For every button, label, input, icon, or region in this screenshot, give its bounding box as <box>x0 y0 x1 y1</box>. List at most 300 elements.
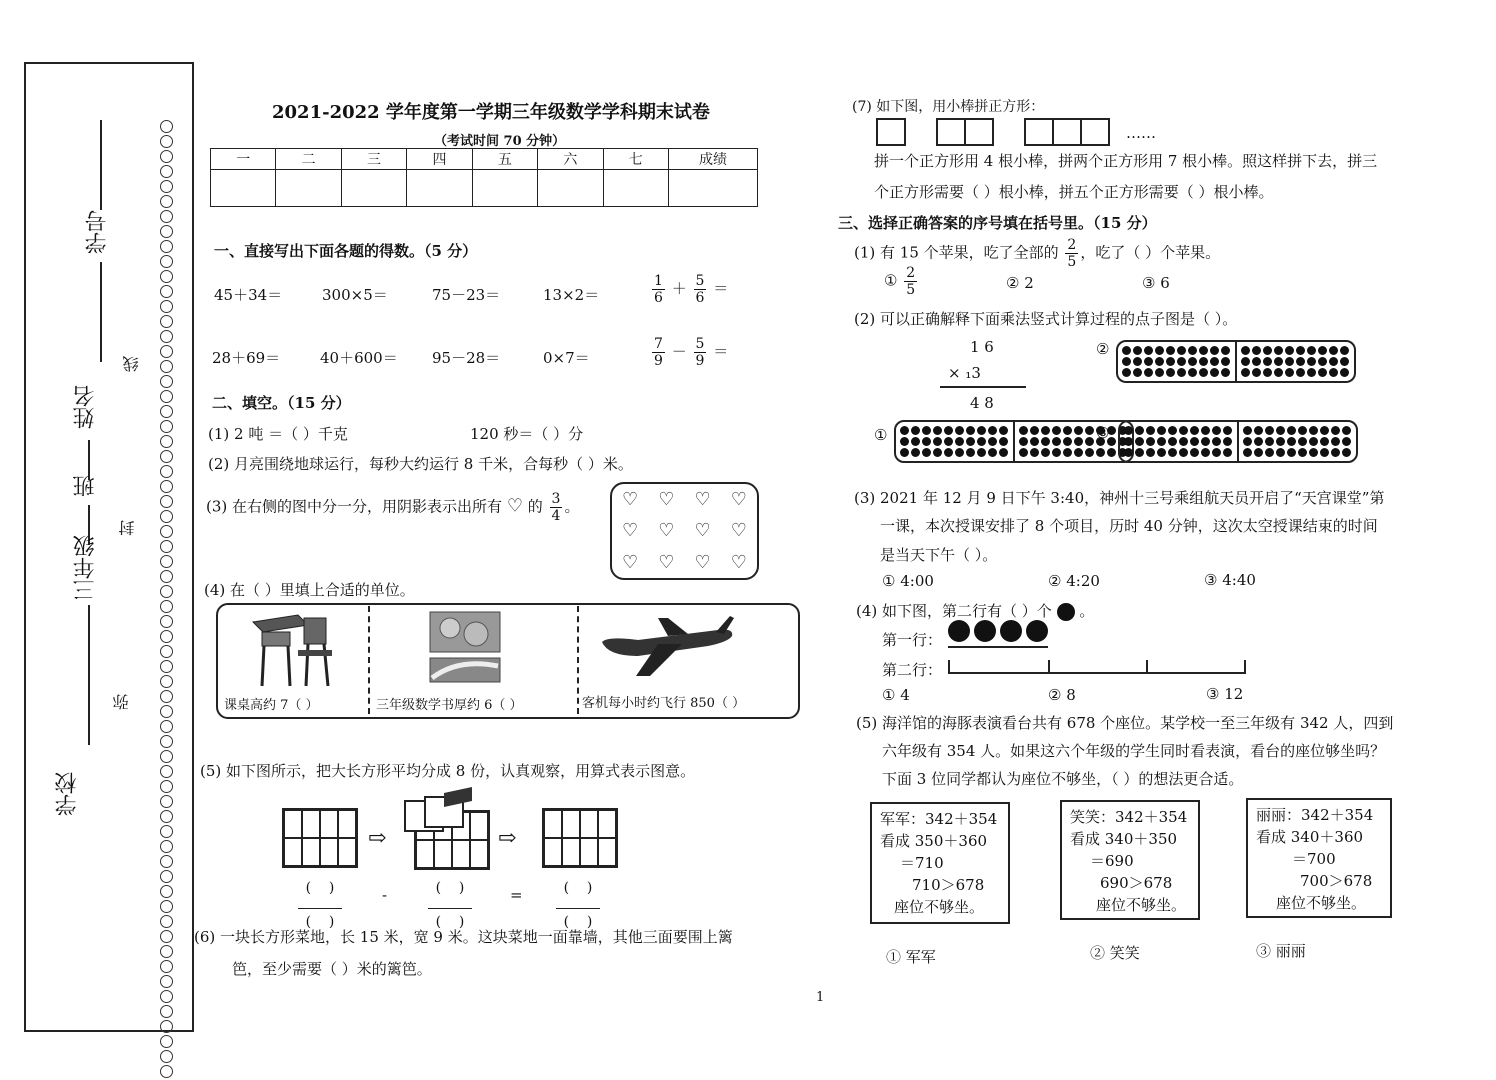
shaded-piece <box>444 787 472 807</box>
bar-tick <box>1146 660 1148 672</box>
frac-num: 2 <box>906 265 916 281</box>
binding-circle <box>160 375 173 388</box>
calc-item: 300×5＝ <box>322 286 388 304</box>
dot <box>1122 368 1131 377</box>
q3-2-option-2-marker[interactable]: ② <box>1096 340 1110 358</box>
dot <box>900 437 909 446</box>
binding-circle <box>160 495 173 508</box>
dot <box>1285 368 1294 377</box>
dot <box>1144 357 1153 366</box>
binding-circle <box>160 1065 173 1078</box>
dot <box>1210 357 1219 366</box>
q3-1-option-1[interactable] <box>884 266 919 297</box>
q2-7-intro: (7) 如下图，用小棒拼正方形： <box>852 99 1045 115</box>
q2-3-end: 。 <box>564 497 580 516</box>
box-line: 690＞678 <box>1100 874 1173 892</box>
dot <box>1190 437 1199 446</box>
heart-icon[interactable]: ♡ <box>694 489 711 511</box>
q3-4-option-3[interactable]: ③ 12 <box>1206 685 1244 703</box>
binding-circle <box>160 360 173 373</box>
q3-5-option-1[interactable]: ① 军军 <box>886 948 936 966</box>
dot <box>1254 437 1263 446</box>
binding-circle <box>160 675 173 688</box>
vertical-calc-line1: 1 6 <box>970 338 994 356</box>
dot <box>911 448 920 457</box>
frac-den: 9 <box>695 353 705 369</box>
dot <box>1179 448 1188 457</box>
binding-circle <box>160 885 173 898</box>
dot <box>1146 426 1155 435</box>
q2-3-text: (3) 在右侧的图中分一分，用阴影表示出所有 <box>206 497 503 516</box>
q3-4: (4) 如下图，第二行有（ ）个 。 <box>856 602 1095 620</box>
frac-num: 5 <box>695 273 705 289</box>
binding-circle <box>160 135 173 148</box>
dot <box>1296 357 1305 366</box>
binding-circle <box>160 615 173 628</box>
dot <box>1146 448 1155 457</box>
ball-icon <box>948 620 970 642</box>
bar-tick <box>1048 660 1050 672</box>
q2-4: (4) 在（ ）里填上合适的单位。 <box>204 581 415 599</box>
dot <box>1074 426 1083 435</box>
dot <box>1331 448 1340 457</box>
dot <box>1157 426 1166 435</box>
dot <box>1063 426 1072 435</box>
ball-icon <box>974 620 996 642</box>
dot <box>1210 368 1219 377</box>
dot <box>988 448 997 457</box>
q3-5b: 六年级有 354 人。如果这六个年级的学生同时看表演，看台的座位够坐吗？ <box>882 742 1386 760</box>
section3-heading: 三、选择正确答案的序号填在括号里。（15 分） <box>838 214 1157 232</box>
minus-sign: - <box>382 886 388 904</box>
box-line: 看成 350＋360 <box>880 832 988 850</box>
q3-2-option-3-marker[interactable]: ③ <box>1096 424 1110 442</box>
dot-group <box>896 422 1013 461</box>
dot <box>1307 357 1316 366</box>
binding-circle <box>160 690 173 703</box>
dot <box>1318 368 1327 377</box>
dot <box>1276 426 1285 435</box>
dot <box>1063 448 1072 457</box>
score-cell[interactable] <box>407 170 472 207</box>
dot <box>1052 426 1061 435</box>
binding-circle <box>160 705 173 718</box>
q3-4-option-2[interactable]: ② 8 <box>1048 686 1076 704</box>
binding-dotted-line <box>160 120 176 1078</box>
dot <box>1340 346 1349 355</box>
stick-square <box>876 118 906 146</box>
name-field[interactable] <box>88 440 90 480</box>
dot <box>1135 448 1144 457</box>
dot <box>1309 437 1318 446</box>
binding-circle <box>160 180 173 193</box>
q3-4-option-1[interactable]: ① 4 <box>882 686 910 704</box>
dot <box>1030 448 1039 457</box>
score-col-total: 成绩 <box>669 149 758 170</box>
student-no-label: 学号 <box>85 210 110 254</box>
dot <box>1019 448 1028 457</box>
binding-circle <box>160 750 173 763</box>
dot <box>1188 357 1197 366</box>
dot <box>1285 346 1294 355</box>
dot <box>1263 357 1272 366</box>
class-label: 班 <box>73 475 98 497</box>
seal-char-line: 线 <box>122 356 141 372</box>
dot <box>1298 437 1307 446</box>
dot <box>933 426 942 435</box>
dot <box>1201 448 1210 457</box>
dot <box>1166 346 1175 355</box>
binding-circle <box>160 300 173 313</box>
dot <box>1155 368 1164 377</box>
q3-2-option-1-marker[interactable]: ① <box>874 426 888 444</box>
frac-den: 4 <box>551 508 561 524</box>
dot <box>1063 437 1072 446</box>
dot <box>933 448 942 457</box>
heart-icon[interactable]: ♡ <box>694 520 711 542</box>
q3-3-option-3[interactable]: ③ 4:40 <box>1204 571 1256 589</box>
score-table <box>210 148 758 207</box>
heart-grid[interactable] <box>610 482 759 580</box>
dot <box>1265 437 1274 446</box>
dot <box>1241 346 1250 355</box>
dot <box>1041 426 1050 435</box>
binding-circle <box>160 525 173 538</box>
heart-icon[interactable]: ♡ <box>658 520 675 542</box>
binding-circle <box>160 150 173 163</box>
heart-icon[interactable]: ♡ <box>622 551 639 573</box>
score-cell[interactable] <box>472 170 537 207</box>
dot <box>1085 448 1094 457</box>
calc-item: 95－28＝ <box>432 349 501 367</box>
name-label: 姓名 <box>73 385 98 429</box>
dot <box>1252 357 1261 366</box>
fraction-calc-2 <box>650 337 728 368</box>
dot <box>1212 448 1221 457</box>
divider <box>577 606 579 714</box>
q2-6b: 笆，至少需要（ ）米的篱笆。 <box>232 960 432 978</box>
airplane-picture <box>598 612 738 682</box>
student-no-field[interactable] <box>100 120 102 210</box>
rectangle-grid-3 <box>542 808 618 868</box>
q3-5c: 下面 3 位同学都认为座位不够坐，（ ）的想法更合适。 <box>882 770 1244 788</box>
q3-1-option-3[interactable]: ③ 6 <box>1142 274 1170 292</box>
heart-icon[interactable]: ♡ <box>658 489 675 511</box>
q3-5-option-3[interactable]: ③ 丽丽 <box>1256 942 1306 960</box>
ellipsis: …… <box>1126 124 1156 142</box>
dot <box>1074 448 1083 457</box>
dot <box>1210 346 1219 355</box>
stick-square <box>1024 118 1054 146</box>
box-line: 丽丽：342＋354 <box>1256 806 1374 824</box>
dot <box>1122 357 1131 366</box>
dot <box>1221 346 1230 355</box>
q3-4-text: (4) 如下图，第二行有（ ）个 <box>856 602 1052 620</box>
dot <box>1133 368 1142 377</box>
ball-icon <box>1026 620 1048 642</box>
binding-circle <box>160 720 173 733</box>
binding-circle <box>160 645 173 658</box>
box-line: ＝690 <box>1090 852 1134 870</box>
frac-den: 9 <box>654 353 663 369</box>
binding-circle <box>160 990 173 1003</box>
dot <box>1241 368 1250 377</box>
dot <box>1133 346 1142 355</box>
binding-circle <box>160 825 173 838</box>
dot <box>999 426 1008 435</box>
binding-circle <box>160 735 173 748</box>
dot <box>1144 346 1153 355</box>
binding-circle <box>160 765 173 778</box>
dot <box>1263 368 1272 377</box>
dot <box>1340 368 1349 377</box>
answer-box-junjun <box>870 802 1010 924</box>
binding-circle <box>160 795 173 808</box>
dot <box>1199 346 1208 355</box>
vertical-calc-line2: × ₁3 <box>948 364 981 382</box>
score-cell[interactable] <box>211 170 276 207</box>
calc-rule <box>940 386 1026 388</box>
dot <box>1135 437 1144 446</box>
dot <box>1179 437 1188 446</box>
dot <box>1298 448 1307 457</box>
heart-icon[interactable]: ♡ <box>730 551 747 573</box>
binding-circle <box>160 975 173 988</box>
dot <box>1276 437 1285 446</box>
box-line: 看成 340＋360 <box>1256 828 1364 846</box>
dot <box>944 426 953 435</box>
fraction-calc-1 <box>650 274 728 305</box>
binding-circle <box>160 270 173 283</box>
dot-picture-2[interactable] <box>1116 340 1356 383</box>
binding-circle <box>160 285 173 298</box>
binding-circle <box>160 315 173 328</box>
q3-1-text: ，吃了（ ）个苹果。 <box>1080 243 1221 262</box>
heart-icon[interactable]: ♡ <box>658 551 675 573</box>
dot <box>1320 426 1329 435</box>
row1-balls <box>948 620 1048 648</box>
binding-circle <box>160 1035 173 1048</box>
score-col-7: 七 <box>603 149 668 170</box>
dot <box>1155 357 1164 366</box>
frac-num: 2 <box>1067 237 1077 253</box>
dot <box>1124 437 1133 446</box>
dot <box>1307 368 1316 377</box>
frac-den: 6 <box>695 290 705 306</box>
unit-item-plane: 客机每小时约飞行 850（ ） <box>582 696 746 711</box>
blank-fraction-3[interactable]: ( ) ( ) <box>556 880 600 931</box>
dot-group <box>1118 342 1235 381</box>
dot <box>988 426 997 435</box>
dot <box>1329 357 1338 366</box>
page-number: 1 <box>816 990 825 1005</box>
q3-3c: 是当天下午（ ）。 <box>880 546 998 564</box>
binding-circle <box>160 915 173 928</box>
dot <box>1296 346 1305 355</box>
stick-square <box>964 118 994 146</box>
binding-circle <box>160 840 173 853</box>
rectangle-grid-1 <box>282 808 358 868</box>
dot <box>1085 437 1094 446</box>
score-col-4: 四 <box>407 149 472 170</box>
dot <box>1265 448 1274 457</box>
box-line: 军军：342＋354 <box>880 810 998 828</box>
dot <box>966 437 975 446</box>
binding-circle <box>160 120 173 133</box>
calc-item: 45＋34＝ <box>214 286 283 304</box>
stick-square <box>1080 118 1110 146</box>
divider <box>368 606 370 714</box>
dot <box>1287 426 1296 435</box>
dot <box>1168 448 1177 457</box>
q3-1-option-2[interactable]: ② 2 <box>1006 274 1034 292</box>
frac-eq: ＝ <box>713 342 729 361</box>
binding-circle <box>160 1005 173 1018</box>
score-cell[interactable] <box>341 170 406 207</box>
dot <box>944 437 953 446</box>
dot <box>1298 426 1307 435</box>
dot <box>1107 448 1116 457</box>
binding-circle <box>160 870 173 883</box>
binding-circle <box>160 570 173 583</box>
binding-circle <box>160 540 173 553</box>
dot <box>1274 368 1283 377</box>
q3-3b: 一课，本次授课安排了 8 个项目，历时 40 分钟，这次太空授课结束的时间 <box>880 517 1378 535</box>
dot <box>1074 437 1083 446</box>
vertical-calc-line3: 4 8 <box>970 394 994 412</box>
blank-fraction-2[interactable]: ( ) ( ) <box>428 880 472 931</box>
dot <box>1223 437 1232 446</box>
score-cell[interactable] <box>603 170 668 207</box>
dot <box>1243 426 1252 435</box>
heart-icon[interactable]: ♡ <box>622 489 639 511</box>
dot <box>999 448 1008 457</box>
calc-item: 0×7＝ <box>543 349 590 367</box>
binding-circle <box>160 345 173 358</box>
dot <box>1030 426 1039 435</box>
dot <box>1274 346 1283 355</box>
stick-square <box>1052 118 1082 146</box>
rectangle-grid-2 <box>404 790 488 870</box>
binding-circle <box>160 465 173 478</box>
score-col-1: 一 <box>211 149 276 170</box>
book-picture <box>428 610 502 686</box>
binding-circle <box>160 660 173 673</box>
score-cell[interactable] <box>669 170 758 207</box>
binding-circle <box>160 435 173 448</box>
dot <box>1274 357 1283 366</box>
line-gap <box>100 262 102 362</box>
seal-char-close: 弥 <box>112 694 131 710</box>
score-cell[interactable] <box>276 170 341 207</box>
dot <box>922 448 931 457</box>
dot <box>1340 357 1349 366</box>
unit-item-book: 三年级数学书厚约 6（ ） <box>376 698 523 713</box>
dot <box>1318 346 1327 355</box>
box-line: 710＞678 <box>912 876 985 894</box>
q2-5: (5) 如下图所示，把大长方形平均分成 8 份，认真观察，用算式表示图意。 <box>200 762 696 780</box>
binding-circle <box>160 930 173 943</box>
dot <box>1199 368 1208 377</box>
binding-circle <box>160 1050 173 1063</box>
dot <box>1177 346 1186 355</box>
binding-circle <box>160 225 173 238</box>
dot <box>977 448 986 457</box>
heart-icon[interactable]: ♡ <box>622 520 639 542</box>
q3-5-option-2[interactable]: ② 笑笑 <box>1090 944 1140 962</box>
heart-icon[interactable]: ♡ <box>730 520 747 542</box>
dot <box>1331 426 1340 435</box>
arrow-right-icon: ⇨ <box>368 826 387 851</box>
dot <box>1212 437 1221 446</box>
dot <box>1342 437 1351 446</box>
dot <box>1188 346 1197 355</box>
binding-circle <box>160 855 173 868</box>
q3-3a: (3) 2021 年 12 月 9 日下午 3:40，神州十三号乘组航天员开启了“天宫课堂”第 <box>854 489 1385 507</box>
seal-char-seal: 封 <box>118 520 137 536</box>
dot <box>977 426 986 435</box>
dot <box>922 437 931 446</box>
q2-6a: (6) 一块长方形菜地，长 15 米，宽 9 米。这块菜地一面靠墙，其他三面要围上篱 <box>194 928 733 946</box>
unit-item-desk: 课桌高约 7（ ） <box>224 698 319 713</box>
dot <box>1254 426 1263 435</box>
score-col-5: 五 <box>472 149 537 170</box>
binding-circle <box>160 630 173 643</box>
dot <box>1168 426 1177 435</box>
q2-3-text: 的 <box>527 497 543 516</box>
frac-eq: ＝ <box>713 279 729 298</box>
dot <box>1223 448 1232 457</box>
dot <box>1052 437 1061 446</box>
dot <box>1166 357 1175 366</box>
score-cell[interactable] <box>538 170 603 207</box>
row2-label: 第二行： <box>882 661 943 679</box>
binding-circle <box>160 195 173 208</box>
row2-bar <box>948 660 1246 674</box>
dot <box>1221 357 1230 366</box>
dot <box>1243 437 1252 446</box>
q2-1b: 120 秒＝（ ）分 <box>470 425 584 443</box>
heart-icon[interactable]: ♡ <box>694 551 711 573</box>
binding-circle <box>160 255 173 268</box>
frac-num: 3 <box>551 491 561 507</box>
dot <box>1287 448 1296 457</box>
dot-group <box>1237 422 1356 461</box>
dot-picture-3[interactable] <box>1118 420 1358 463</box>
box-line: 座位不够坐。 <box>1096 896 1187 914</box>
dot <box>1199 357 1208 366</box>
q3-3-option-1[interactable]: ① 4:00 <box>882 572 934 590</box>
dot <box>1085 426 1094 435</box>
grade-field[interactable] <box>88 605 90 745</box>
binding-circle <box>160 960 173 973</box>
dot <box>944 448 953 457</box>
exam-subtitle: （考试时间 70 分钟） <box>434 134 566 149</box>
dot <box>1122 346 1131 355</box>
heart-icon[interactable]: ♡ <box>730 489 747 511</box>
dot <box>977 437 986 446</box>
dot <box>1177 357 1186 366</box>
dot <box>1342 426 1351 435</box>
section2-heading: 二、填空。（15 分） <box>212 394 351 412</box>
box-line: 座位不够坐。 <box>1276 894 1367 912</box>
dot <box>900 426 909 435</box>
dot <box>988 437 997 446</box>
q3-3-option-2[interactable]: ② 4:20 <box>1048 572 1100 590</box>
blank-fraction-1[interactable]: ( ) ( ) <box>298 880 342 931</box>
dot <box>1190 448 1199 457</box>
binding-circle <box>160 405 173 418</box>
